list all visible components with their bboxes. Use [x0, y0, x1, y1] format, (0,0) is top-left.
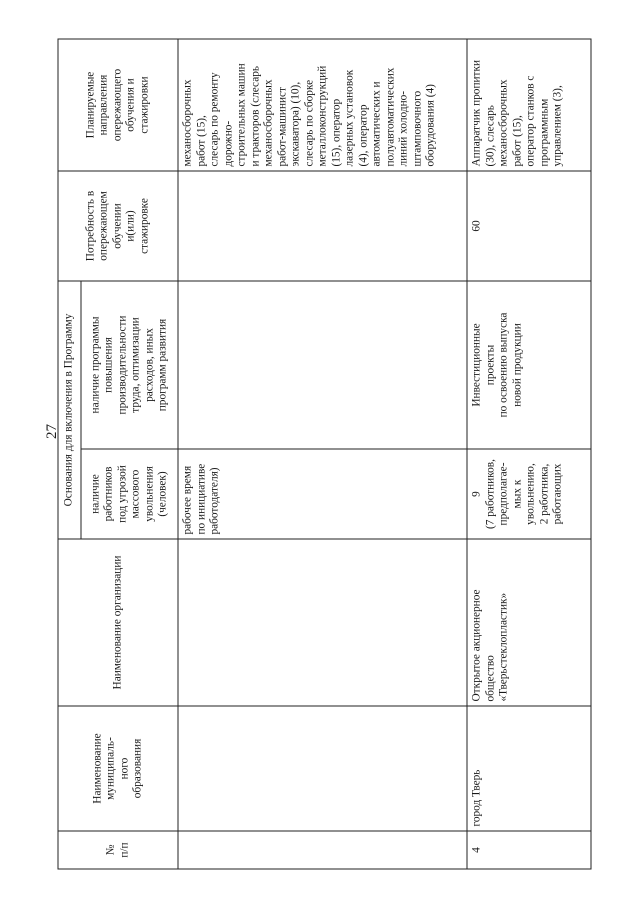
organizations-table	[58, 39, 592, 870]
table-row	[178, 39, 467, 869]
cell-directions: механосборочных работ (15), слесарь по ремонту дорожно- строительных машин и тракторов (слесарь механосборочных работ-машинист экскаватора) (10), слесарь по сборке металлоконструкций (15), оператор лазерных установок (4), оператор автоматических и полуавтоматических линий холодно- штамповочного оборудования (4)	[178, 39, 467, 171]
header-directions: Планируемые направления опережающего обучения и стажировки	[58, 39, 178, 171]
cell-num: 4	[467, 831, 591, 869]
cell-organization: Открытое акционерное общество «Тверьстеклопластик»	[467, 539, 591, 706]
header-num: № п/п	[58, 831, 178, 869]
rotated-table-container	[58, 40, 591, 870]
cell-workers: рабочее время по инициативе работодателя)	[178, 449, 467, 539]
header-grounds-workers: наличие работников под угрозой массового увольнения (человек)	[81, 449, 178, 539]
header-grounds-programs: наличие программы повышения производительности труда, оптимизации расходов, иных программ развития	[81, 281, 178, 449]
cell-organization	[178, 539, 467, 706]
table-row	[467, 39, 591, 869]
header-grounds: Основания для включения в Программу	[58, 281, 81, 539]
cell-programs	[178, 281, 467, 449]
header-municipality: Наименование муниципаль- ного образования	[58, 706, 178, 831]
page-number: 27	[44, 424, 60, 439]
cell-municipality	[178, 706, 467, 831]
cell-programs: Инвестиционные проекты по освоению выпуска новой продукции	[467, 281, 591, 449]
cell-municipality: город Тверь	[467, 706, 591, 831]
cell-workers: 9 (7 работников, предполагае- мых к увольнению, 2 работника, работающих	[467, 449, 591, 539]
header-organization: Наименование организации	[58, 539, 178, 706]
cell-need: 60	[467, 171, 591, 281]
cell-need	[178, 171, 467, 281]
header-need: Потребность в опережающем обучении и(или) стажировке	[58, 171, 178, 281]
cell-directions: Аппаратчик пропитки (30), слесарь механосборочных работ (15), оператор станков с программным управлением (3),	[467, 39, 591, 171]
cell-num	[178, 831, 467, 869]
